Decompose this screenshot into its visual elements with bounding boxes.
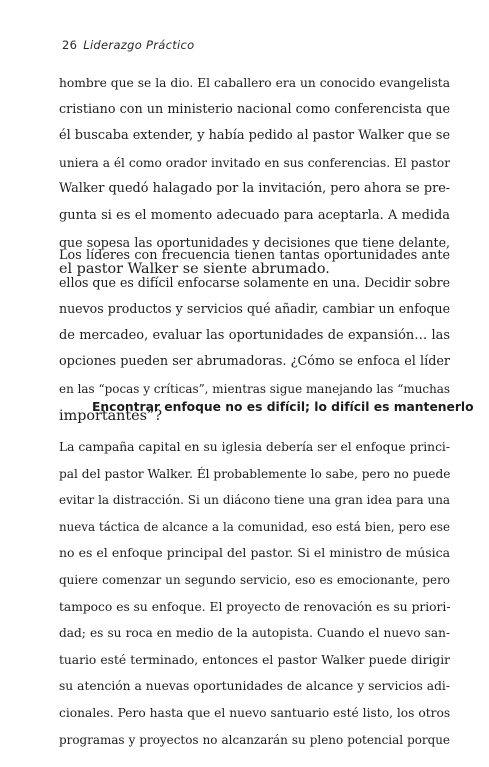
- text-line: quiere comenzar un segundo servicio, eso es emocionante, pero: [59, 572, 450, 587]
- text-line: evitar la distracción. Si un diácono tiene una gran idea para una: [59, 493, 450, 508]
- text-line: ellos que es difícil enfocarse solamente en una. Decidir sobre: [59, 274, 450, 290]
- text-line: Walker quedó halagado por la invitación, pero ahora se pre-: [59, 181, 450, 197]
- text-line: el pastor Walker se siente abrumado.: [59, 261, 330, 278]
- text-line: cristiano con un ministerio nacional como conferencista que: [59, 101, 450, 117]
- text-line: La campaña capital en su iglesia debería ser el enfoque princi-: [59, 440, 450, 454]
- text-line: que sopesa las oportunidades y decisiones que tiene delante,: [59, 234, 450, 250]
- text-line: su atención a nuevas oportunidades de alcance y servicios adi-: [59, 679, 450, 694]
- running-header: [62, 38, 195, 52]
- text-line: opciones pueden ser abrumadoras. ¿Cómo se enfoca el líder: [59, 354, 450, 370]
- text-line: programas y proyectos no alcanzarán su pleno potencial porque: [59, 732, 450, 747]
- text-line: cionales. Pero hasta que el nuevo santuario esté listo, los otros: [59, 705, 450, 720]
- text-line: tuario esté terminado, entonces el pastor Walker puede dirigir: [59, 652, 450, 667]
- text-line: hombre que se la dio. El caballero era un conocido evangelista: [59, 76, 450, 90]
- text-line: nuevos productos y servicios qué añadir, cambiar un enfoque: [59, 301, 450, 317]
- text-line: uniera a él como orador invitado en sus conferencias. El pastor: [59, 155, 450, 170]
- text-line: Los líderes con frecuencia tienen tantas oportunidades ante: [59, 248, 450, 263]
- section-heading: Encontrar enfoque no es difícil; lo difícil es mantenerlo: [92, 400, 474, 414]
- book-title: Liderazgo Práctico: [83, 38, 195, 52]
- text-line: de mercadeo, evaluar las oportunidades de expansión… las: [59, 327, 450, 343]
- text-line: gunta si es el momento adecuado para aceptarla. A medida: [59, 207, 450, 223]
- text-line: tampoco es su enfoque. El proyecto de renovación es su priori-: [59, 599, 450, 614]
- text-line: pal del pastor Walker. Él probablemente lo sabe, pero no puede: [59, 466, 450, 481]
- text-line: él buscaba extender, y había pedido al pastor Walker que se: [59, 128, 450, 144]
- text-line: no es el enfoque principal del pastor. Si el ministro de música: [59, 545, 450, 561]
- paragraph-3: [59, 434, 450, 753]
- text-line: dad; es su roca en medio de la autopista. Cuando el nuevo san-: [59, 626, 450, 641]
- text-line: en las “pocas y críticas”, mientras sigue manejando las “muchas: [59, 381, 450, 396]
- text-line: nueva táctica de alcance a la comunidad, eso está bien, pero ese: [59, 519, 450, 534]
- text-line: importantes”?: [59, 407, 163, 424]
- page-number: 26: [62, 38, 78, 52]
